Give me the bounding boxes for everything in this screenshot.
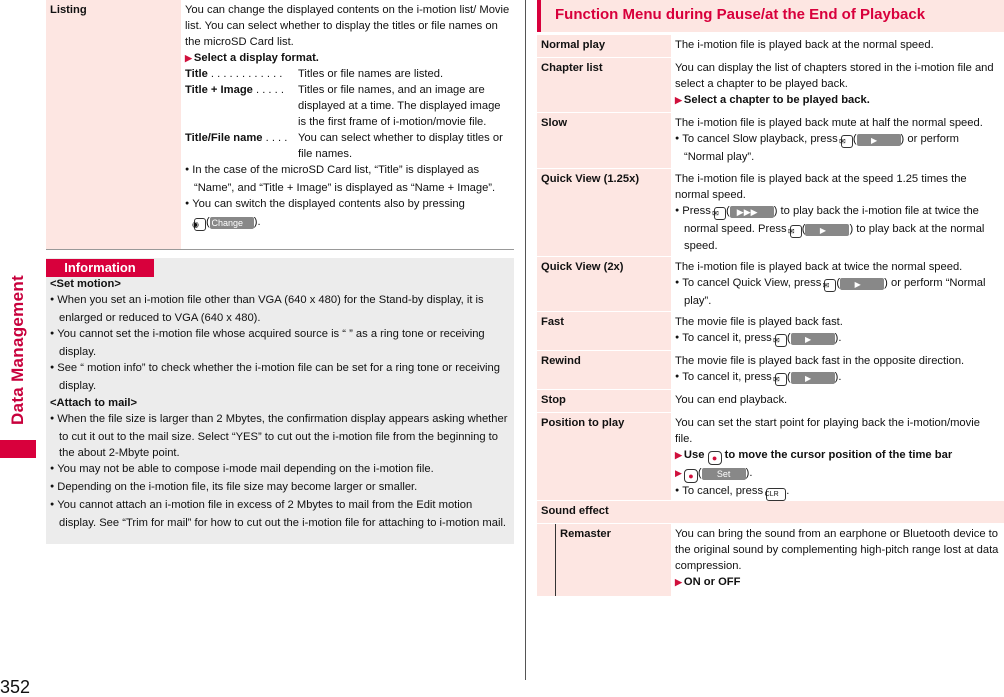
column-divider bbox=[525, 0, 526, 680]
info-item: ● See “ motion info” to check whether the i-motion file can be set for a ring tone or receiving display. bbox=[50, 360, 510, 394]
info-item: ● When the file size is larger than 2 Mbytes, the confirmation display appears asking whether to cut it out to the mail size. Select “YES” to cut out the i-motion file from the beginning to the about 2-Mbyte point. bbox=[50, 411, 510, 461]
option-title: Title . . . . . . . . . . . . Titles or file names are listed. bbox=[185, 68, 444, 80]
mail-key-icon: ✉ bbox=[775, 334, 787, 347]
slow-row: Slow The i-motion file is played back mute at half the normal speed. ● To cancel Slow playback, press ✉ (▶ ) or perform “Normal play”. bbox=[537, 113, 1004, 169]
mail-key-icon: ✉ bbox=[841, 135, 853, 148]
rewind-row: Rewind The movie file is played back fast in the opposite direction. ● To cancel it, press ✉ (▶ ). bbox=[537, 351, 1004, 390]
listing-label: Listing bbox=[46, 0, 181, 249]
play-softkey bbox=[805, 224, 849, 236]
side-tab bbox=[0, 250, 36, 450]
information-box bbox=[46, 258, 514, 544]
set-softkey: Set bbox=[702, 468, 746, 480]
function-menu-header bbox=[537, 0, 1004, 32]
listing-action: ▶ Select a display format. bbox=[185, 50, 510, 66]
attach-mail-heading: <Attach to mail> bbox=[50, 397, 138, 409]
page-number: 352 bbox=[0, 677, 31, 697]
info-item: ● You cannot set the i-motion file whose acquired source is “ ” as a ring tone or receiving display. bbox=[50, 326, 510, 360]
fast-forward-softkey: ▶▶▶ bbox=[730, 206, 774, 218]
set-motion-heading: <Set motion> bbox=[50, 278, 121, 290]
center-key-icon bbox=[684, 469, 698, 483]
play-softkey bbox=[791, 333, 835, 345]
listing-note-1: ● In the case of the microSD Card list, “Title” is displayed as “Name”, and “Title + Image” is displayed as “Name + Image”. bbox=[185, 162, 510, 196]
option-title-filename: Title/File name . . . . You can select whether to display titles or file names. bbox=[185, 132, 503, 160]
remaster-row: Remaster You can bring the sound from an earphone or Bluetooth device to the original sound by complementing high-pitch range lost at data compression. ▶ ON or OFF bbox=[537, 524, 1004, 597]
side-tab-label: Data Management bbox=[8, 275, 28, 425]
mail-key-icon: ✉ bbox=[790, 225, 802, 238]
listing-text: You can change the displayed contents on the i-motion list/ Movie list. You can select whether to display the titles or file names on the microSD Card list. bbox=[185, 4, 510, 48]
quick-125-row: Quick View (1.25x) The i-motion file is played back at the speed 1.25 times the normal speed. ● Press ✉ ( ▶▶▶ ) to play back the i-motion file at twice the normal speed. Press ✉ (▶ ) to play back at the normal speed. bbox=[537, 169, 1004, 257]
mail-key-icon: ✉ bbox=[714, 207, 726, 220]
normal-play-row: Normal play The i-motion file is played back at the normal speed. bbox=[537, 35, 1004, 58]
quick-2x-row: Quick View (2x) The i-motion file is played back at twice the normal speed. ● To cancel Quick View, press ✉ (▶ ) or perform “Normal play”. bbox=[537, 257, 1004, 312]
side-tab-marker bbox=[0, 440, 36, 458]
information-tab: Information bbox=[46, 259, 154, 277]
info-item: ● Depending on the i-motion file, its file size may become larger or smaller. bbox=[50, 479, 510, 497]
mail-key-icon: ✉ bbox=[824, 279, 836, 292]
info-item: ● When you set an i-motion file other than VGA (640 x 480) for the Stand-by display, it is enlarged or reduced to VGA (640 x 480). bbox=[50, 292, 510, 326]
info-item: ● You cannot attach an i-motion file in excess of 2 Mbytes to mail from the Edit motion display. See “Trim for mail” for how to cut out the i-motion file for attaching to i-motion mail. bbox=[50, 497, 510, 531]
change-softkey: Change bbox=[210, 217, 254, 229]
listing-desc bbox=[181, 0, 514, 233]
play-softkey bbox=[857, 134, 901, 146]
listing-note-2: ● You can switch the displayed contents also by pressing ◉ ( Change ). bbox=[185, 196, 510, 231]
mail-key-icon: ✉ bbox=[775, 373, 787, 386]
chapter-list-row: Chapter list You can display the list of chapters stored in the i-motion file and select a chapter to be played back. ▶ Select a chapter to be played back. bbox=[537, 58, 1004, 113]
nav-key-icon bbox=[708, 451, 722, 465]
stop-row: Stop You can end playback. bbox=[537, 390, 1004, 413]
fast-row: Fast The movie file is played back fast. ● To cancel it, press ✉ (▶ ). bbox=[537, 312, 1004, 351]
function-menu-title: Function Menu during Pause/at the End of Playback bbox=[555, 6, 926, 23]
play-softkey bbox=[791, 372, 835, 384]
camera-key-icon: ◉ bbox=[194, 218, 206, 231]
listing-row bbox=[46, 0, 514, 250]
sound-effect-row: Sound effect bbox=[537, 501, 1004, 524]
play-softkey bbox=[840, 278, 884, 290]
position-row: Position to play You can set the start point for playing back the i-motion/movie file. ▶ Use ● to move the cursor position of the time bar ●▶ ( Set ). ● To cancel, press CLR . bbox=[537, 413, 1004, 501]
clr-key-icon: CLR bbox=[766, 488, 786, 501]
info-item: ● You may not be able to compose i-mode mail depending on the i-motion file. bbox=[50, 461, 510, 479]
option-title-image: Title + Image . . . . . Titles or file names, and an image are displayed at a time. The displayed image is the first frame of i-motion/movie file. bbox=[185, 84, 501, 128]
